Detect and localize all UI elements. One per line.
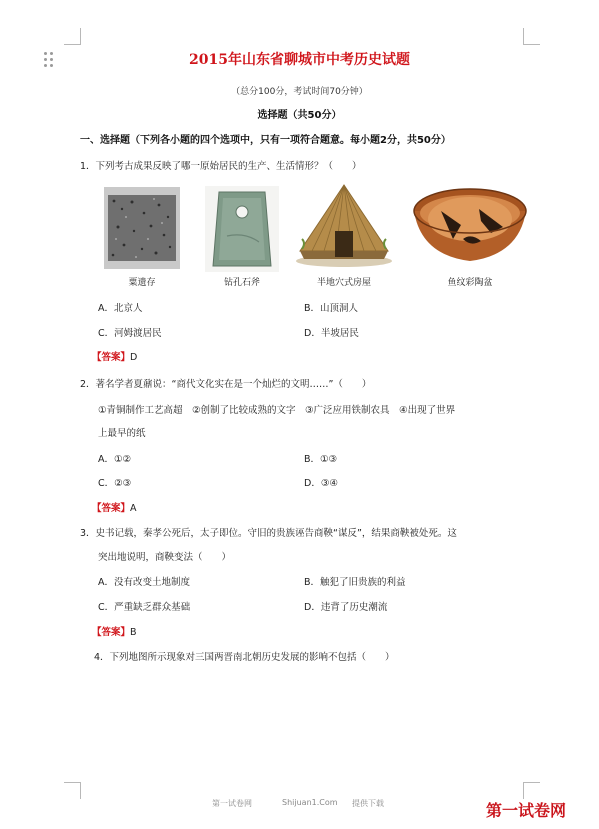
caption-millet: 粟遗存 [128, 278, 156, 288]
answer-tag: 【答案】 [92, 352, 131, 363]
q3-option-a[interactable]: A．没有改变土地制度 [98, 577, 190, 588]
q2-answer [92, 500, 137, 514]
brand-watermark-logo: 第一试卷网 [486, 801, 567, 820]
q1-option-a[interactable]: A．北京人 [98, 303, 143, 314]
section-title: 选择题（共50分） [257, 110, 342, 121]
question-3-text-line1: 3．史书记载，秦孝公死后，太子即位。守旧的贵族诬告商鞅“谋反”，结果商鞅被处死。这 [80, 528, 457, 539]
millet-remains-image [104, 187, 180, 269]
answer-value: B [130, 627, 137, 638]
caption-stone-axe: 钻孔石斧 [223, 278, 260, 288]
crop-mark-bottom-left [64, 782, 81, 799]
question-2-statements-line1: ①青铜制作工艺高超 ②创制了比较成熟的文字 ③广泛应用铁制农具 ④出现了世界 [98, 405, 456, 416]
q2-option-b[interactable]: B．①③ [304, 454, 338, 465]
question-3-text-line2: 突出地说明，商鞅变法（ ） [98, 552, 232, 563]
answer-tag: 【答案】 [92, 627, 131, 638]
section-instruction: 一、选择题（下列各小题的四个选项中，只有一项符合题意。每小题2分，共50分） [80, 135, 451, 146]
semi-subterranean-house-image [292, 181, 396, 271]
exam-info: （总分100分，考试时间70分钟） [231, 87, 368, 97]
crop-mark-top-right [523, 28, 540, 45]
footer-download-note: 提供下载 [352, 799, 384, 808]
q3-option-c[interactable]: C．严重缺乏群众基础 [98, 602, 191, 613]
crop-mark-bottom-right [523, 782, 540, 799]
q1-answer [92, 349, 137, 363]
page-title: 2015年山东省聊城市中考历史试题 [189, 52, 410, 68]
answer-tag: 【答案】 [92, 503, 131, 514]
question-1-text: 1．下列考古成果反映了哪一原始居民的生产、生活情形？（ ） [80, 161, 362, 172]
q3-answer [92, 624, 137, 638]
footer-site-url[interactable]: Shijuan1.Com [282, 798, 338, 807]
q2-option-a[interactable]: A．①② [98, 454, 132, 465]
crop-mark-top-left [64, 28, 81, 45]
question-2-text: 2．著名学者夏鼐说：“商代文化实在是一个灿烂的文明……”（ ） [80, 379, 372, 390]
answer-value: D [130, 352, 138, 363]
q1-option-b[interactable]: B．山顶洞人 [304, 303, 359, 314]
q2-option-d[interactable]: D．③④ [304, 478, 338, 489]
q1-option-d[interactable]: D．半坡居民 [304, 328, 359, 339]
stone-axe-image [205, 186, 279, 272]
q1-option-c[interactable]: C．河姆渡居民 [98, 328, 162, 339]
q3-option-b[interactable]: B．触犯了旧贵族的利益 [304, 577, 406, 588]
q2-option-c[interactable]: C．②③ [98, 478, 132, 489]
caption-basin: 鱼纹彩陶盆 [447, 278, 493, 288]
q3-option-d[interactable]: D．违背了历史潮流 [304, 602, 388, 613]
caption-house: 半地穴式房屋 [316, 278, 371, 288]
footer-site-name: 第一试卷网 [212, 799, 252, 808]
answer-value: A [130, 503, 137, 514]
question-2-statements-line2: 上最早的纸 [98, 428, 146, 439]
question-4-text: 4．下列地图所示现象对三国两晋南北朝历史发展的影响不包括（ ） [94, 652, 395, 663]
fish-pattern-basin-image [411, 181, 529, 267]
